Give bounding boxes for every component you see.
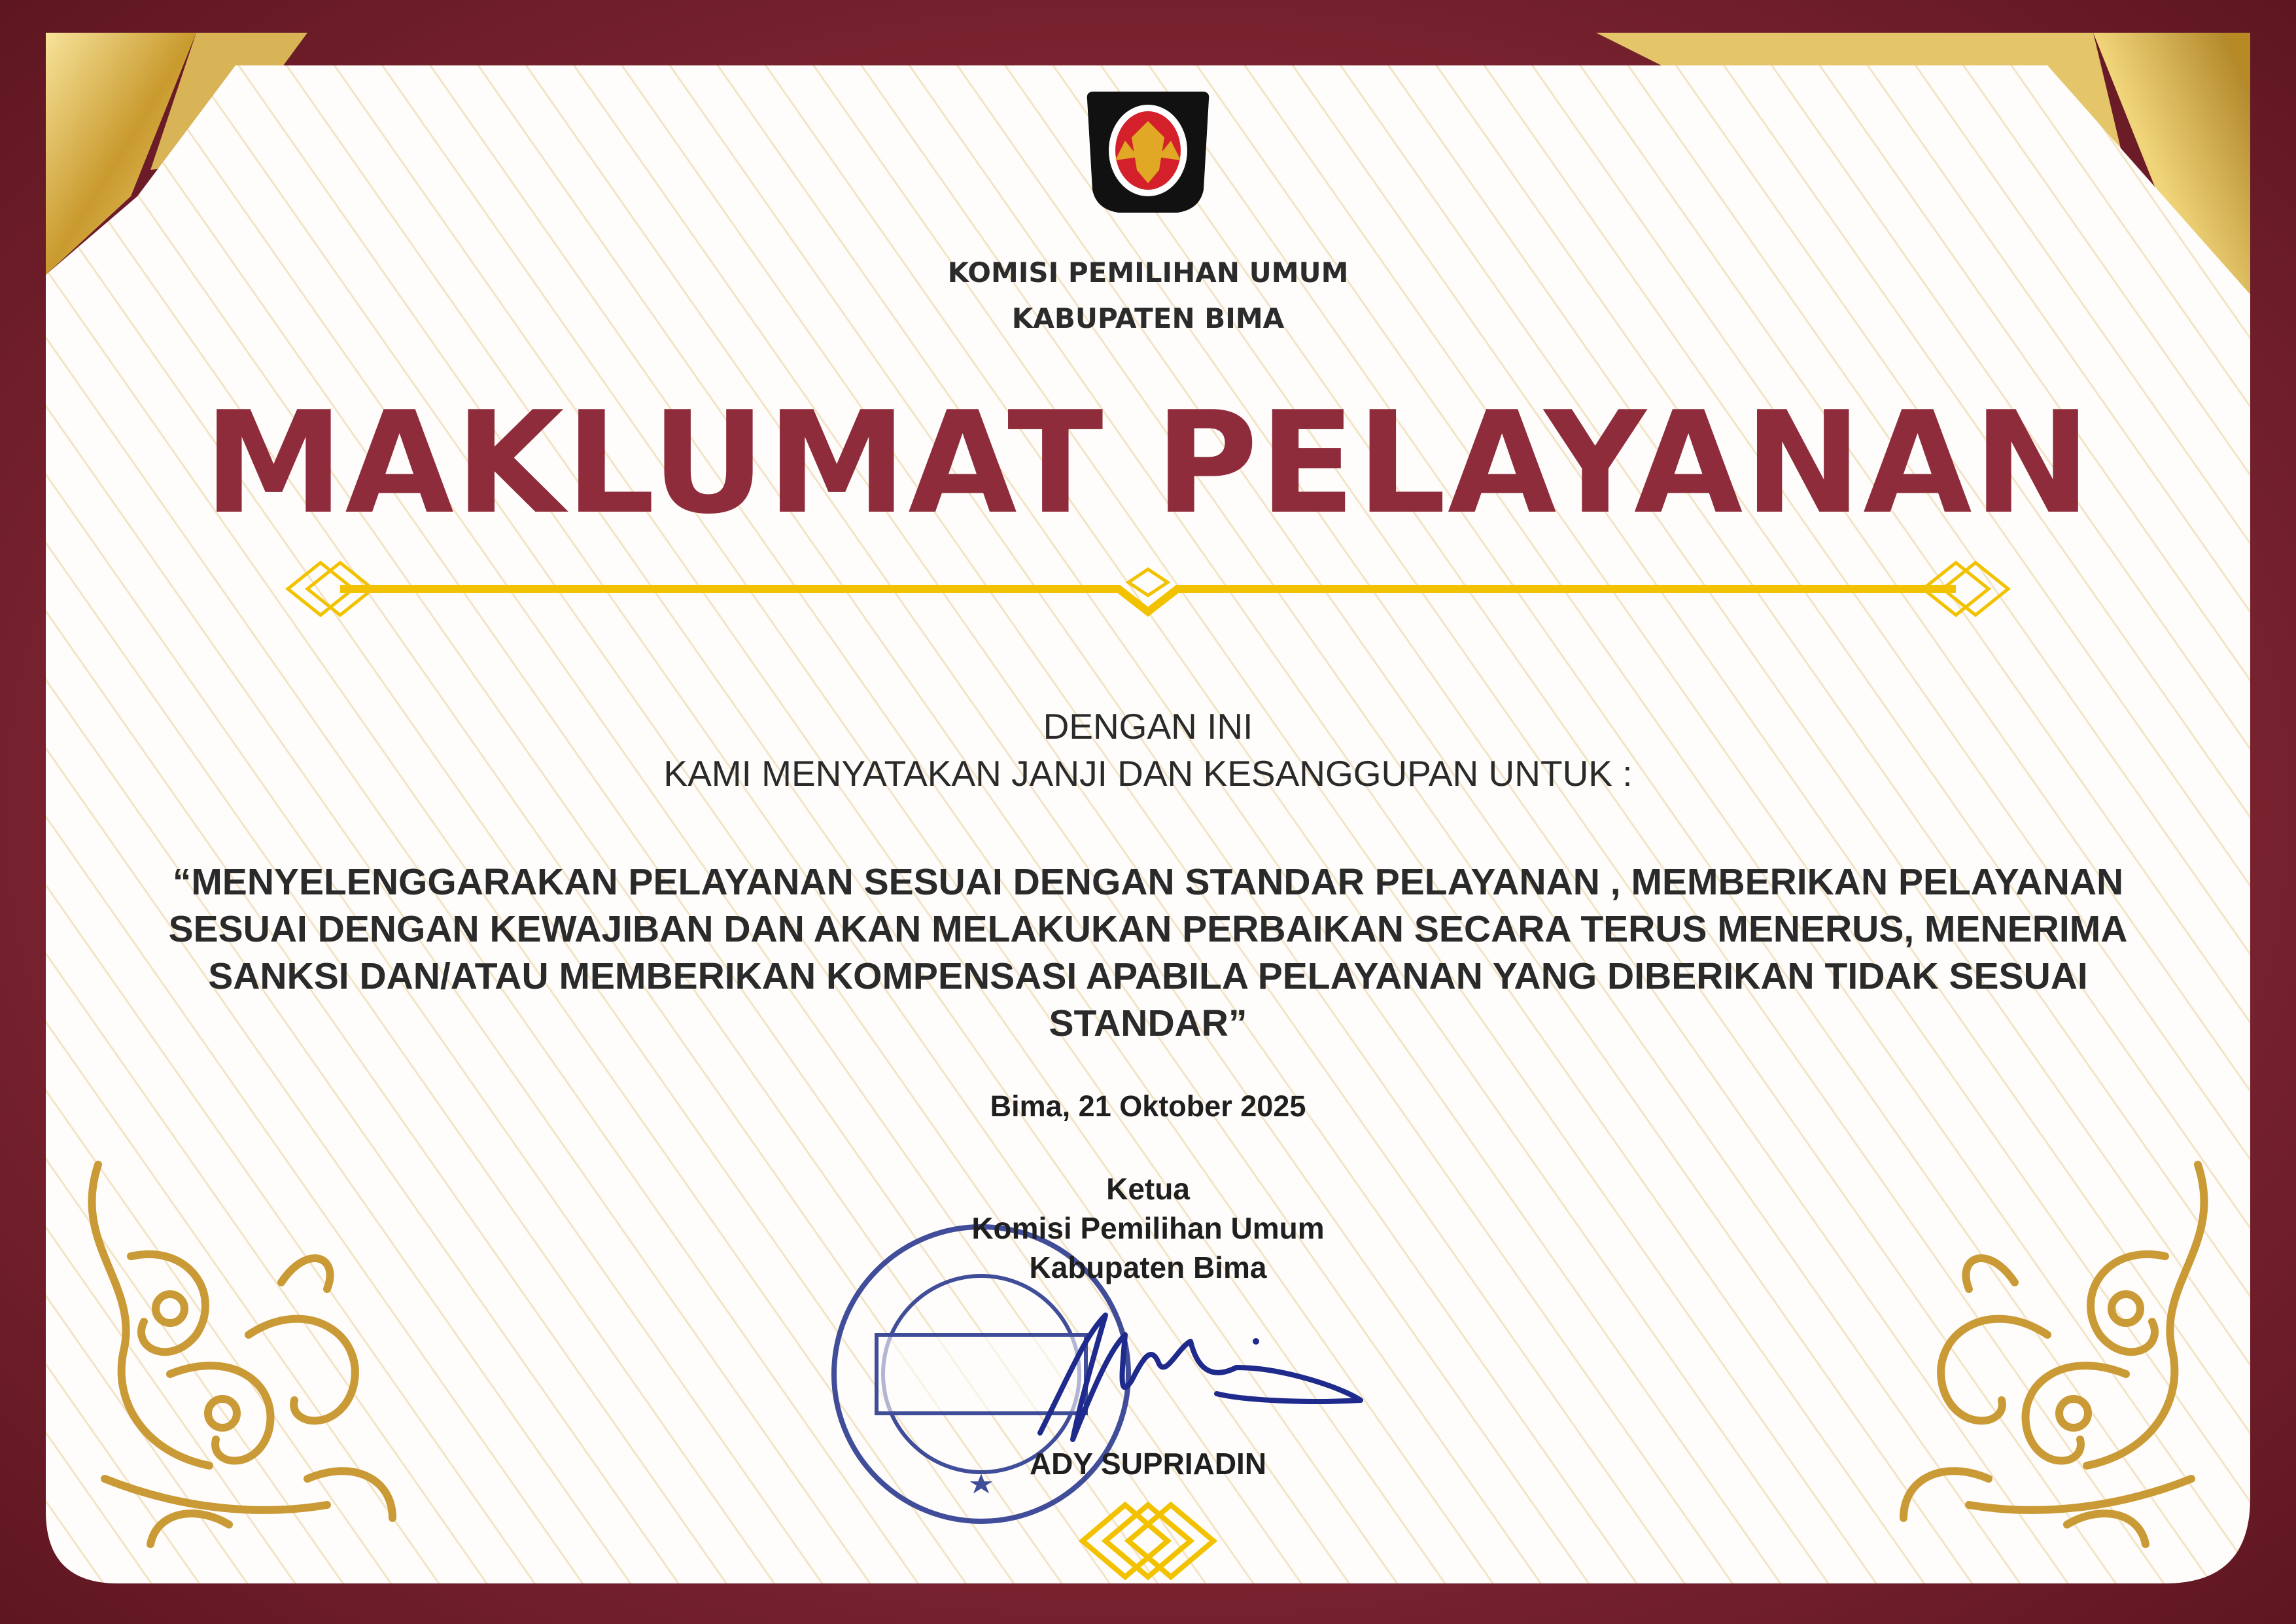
signer-region: Kabupaten Bima [1029,1250,1267,1284]
signature-dot [1253,1338,1259,1345]
signer-title: Ketua [1106,1172,1190,1206]
kpu-logo-icon [1087,92,1209,213]
pledge-statement: “MENYELENGGARAKAN PELAYANAN SESUAI DENGAN STANDAR PELAYANAN , MEMBERIKAN PELAYANAN SESUAI DENGAN KEWAJIBAN DAN AKAN MELAKUKAN PERBAIKAN SECARA TERUS MENERUS, MENERIMA SANKSI DAN/ATAU MEMBERIKAN KOMPENSASI APABILA PELAYANAN YANG DIBERIKAN TIDAK SESUAI STANDAR” [168,861,2128,1044]
org-name-line1: KOMISI PEMILIHAN UMUM [947,256,1349,289]
document-title: MAKLUMAT PELAYANAN [203,381,2093,545]
signer-organization: Komisi Pemilihan Umum [971,1211,1325,1245]
signer-name: ADY SUPRIADIN [1029,1447,1267,1481]
intro-line2: KAMI MENYATAKAN JANJI DAN KESANGGUPAN UNTUK : [663,753,1633,794]
place-date: Bima, 21 Oktober 2025 [990,1089,1306,1123]
intro-line1: DENGAN INI [1043,706,1253,747]
org-name-line2: KABUPATEN BIMA [1011,302,1285,334]
